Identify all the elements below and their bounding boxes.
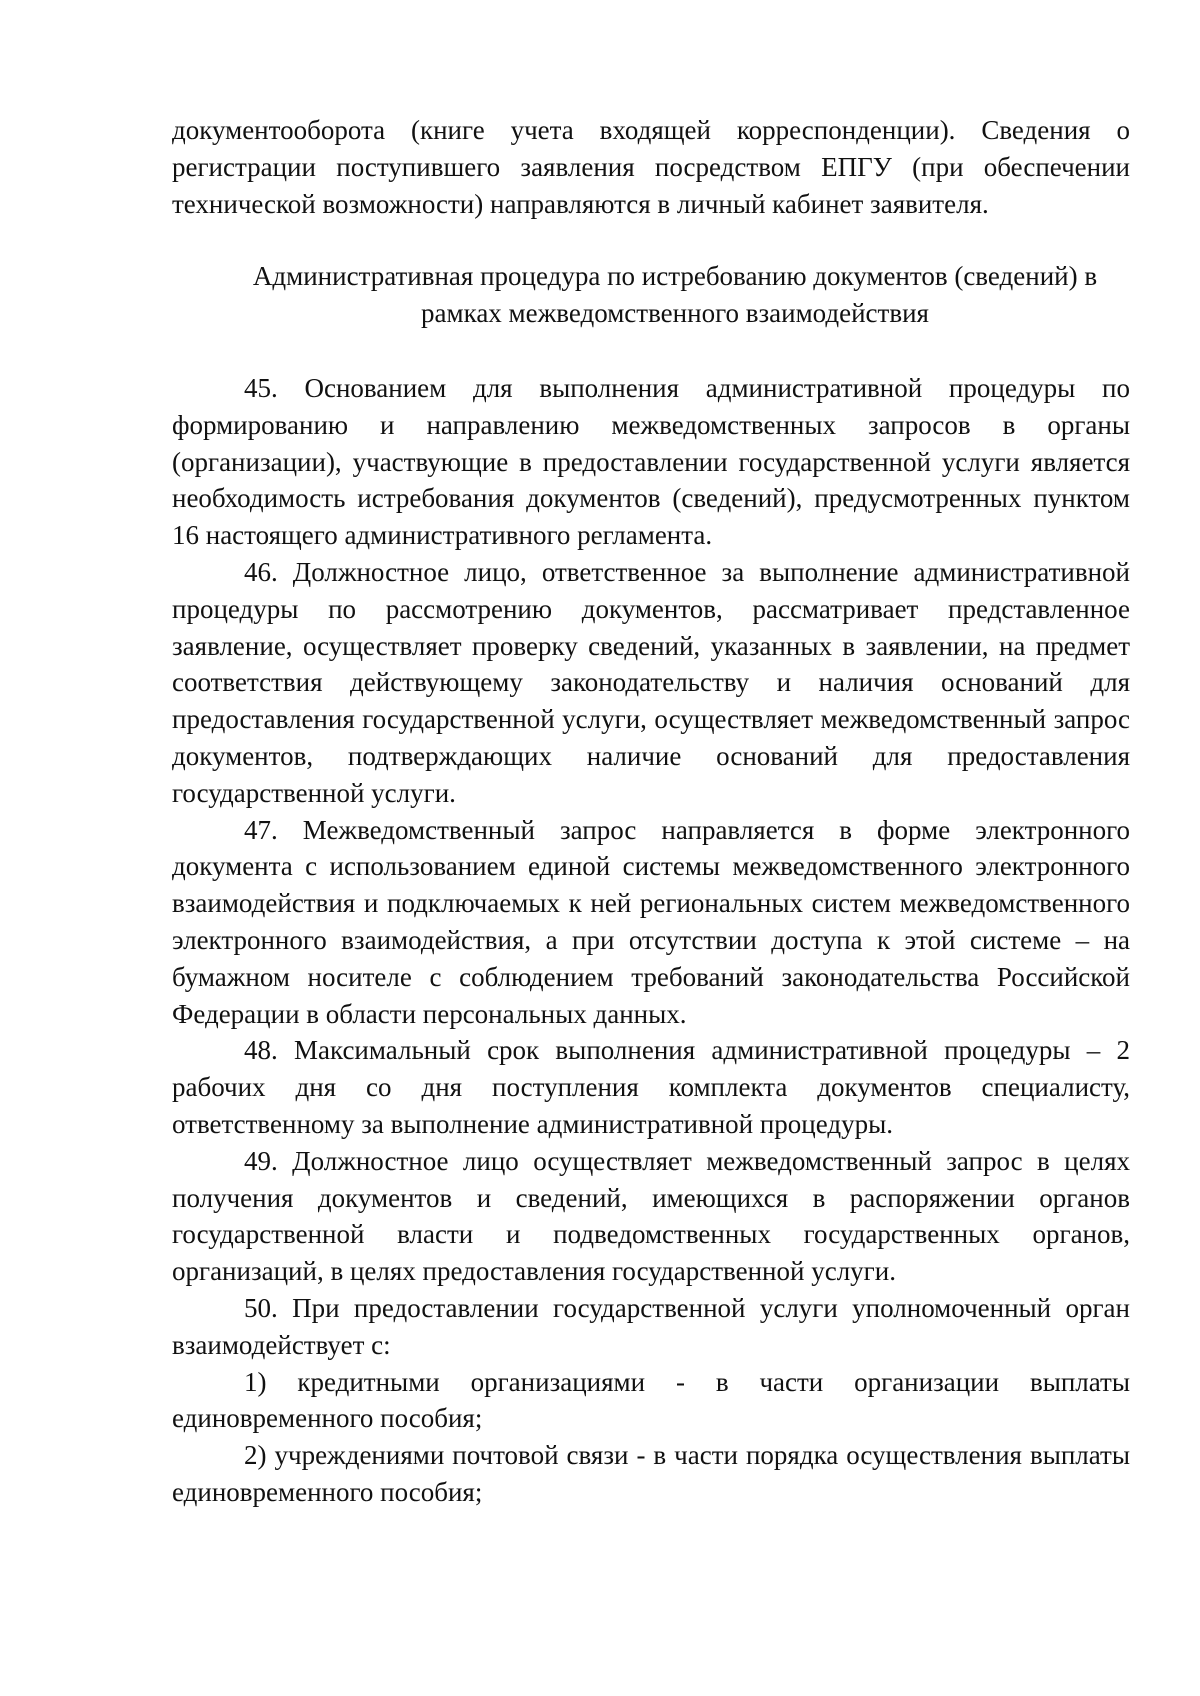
paragraph-46: 46. Должностное лицо, ответственное за выполнение административной процедуры по рассмотрению документов, рассматривает представленное заявление, осуществляет проверку сведений, указанных в заявлении, на предмет соответствия действующему законодательству и наличия оснований для предоставления государственной услуги, осуществляет межведомственный запрос документов, подтверждающих наличие оснований для предоставления государственной услуги.: [172, 556, 1130, 808]
list-item-2: 2) учреждениями почтовой связи - в части порядка осуществления выплаты единовременного пособия;: [172, 1440, 1130, 1507]
paragraph-48: 48. Максимальный срок выполнения административной процедуры – 2 рабочих дня со дня поступления комплекта документов специалисту, ответственному за выполнение административной процедуры.: [172, 1035, 1130, 1139]
paragraph-49: 49. Должностное лицо осуществляет межведомственный запрос в целях получения документов и сведений, имеющихся в распоряжении органов государственной власти и подведомственных государственных органов, организаций, в целях предоставления государственной услуги.: [172, 1145, 1130, 1287]
list-item-1: 1) кредитными организациями - в части организации выплаты единовременного пособия;: [172, 1366, 1130, 1434]
paragraph-47: 47. Межведомственный запрос направляется в форме электронного документа с использованием единой системы межведомственного электронного взаимодействия и подключаемых к ней региональных систем межведомственного электронного взаимодействия, а при отсутствии доступа к этой системе – на бумажном носителе с соблюдением требований законодательства Российской Федерации в области персональных данных.: [172, 814, 1130, 1029]
paragraph-45: 45. Основанием для выполнения административной процедуры по формированию и направлению межведомственных запросов в органы (организации), участвующие в предоставлении государственной услуги является необходимость истребования документов (сведений), предусмотренных пунктом 16 настоящего административного регламента.: [172, 372, 1130, 551]
lead-paragraph: документооборота (книге учета входящей корреспонденции). Сведения о регистрации поступившего заявления посредством ЕПГУ (при обеспечении технической возможности) направляются в личный кабинет заявителя.: [172, 115, 1130, 219]
section-heading: Административная процедура по истребованию документов (сведений) в рамках межведомственного взаимодействия: [252, 261, 1098, 329]
paragraph-50: 50. При предоставлении государственной услуги уполномоченный орган взаимодействует с:: [172, 1292, 1130, 1360]
document-page: [172, 112, 1130, 1511]
